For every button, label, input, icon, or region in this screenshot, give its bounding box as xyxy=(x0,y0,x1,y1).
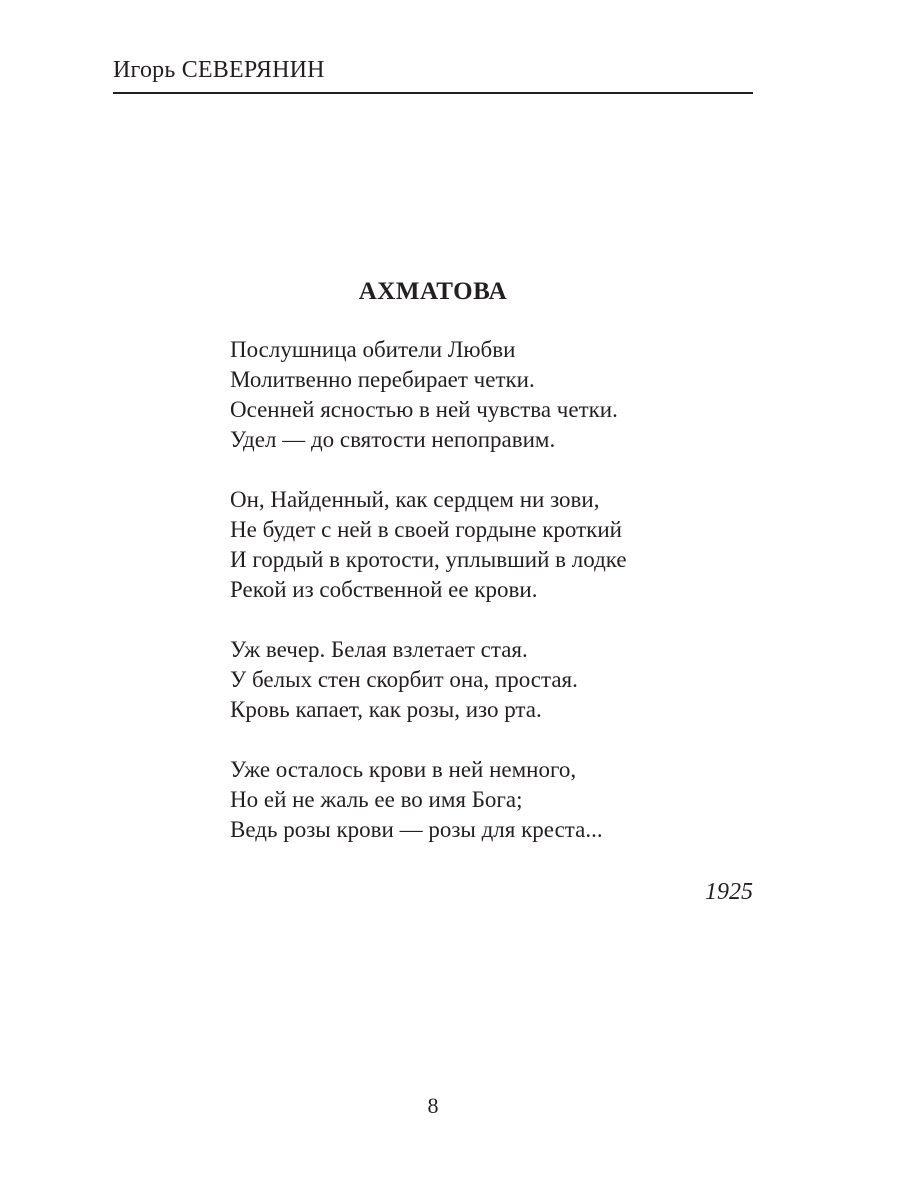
verse-line: Рекой из собственной ее крови. xyxy=(230,577,538,602)
verse-line: Уже осталось крови в ней немного, xyxy=(230,757,577,782)
verse-line: Молитвенно перебирает четки. xyxy=(230,367,535,392)
stanza-2 xyxy=(230,485,627,605)
poem-title: АХМАТОВА xyxy=(358,278,508,305)
stanza-4 xyxy=(230,755,627,845)
verse-line: Уж вечер. Белая взлетает стая. xyxy=(230,637,528,662)
verse-line: Послушница обители Любви xyxy=(230,337,516,362)
verse-line: У белых стен скорбит она, простая. xyxy=(230,667,578,692)
verse-line: Удел — до святости непоправим. xyxy=(230,427,556,452)
verse-line: Он, Найденный, как сердцем ни зови, xyxy=(230,487,600,512)
verse-line: Не будет с ней в своей гордыне кроткий xyxy=(230,517,622,542)
stanza-1 xyxy=(230,335,627,455)
stanza-3 xyxy=(230,635,627,725)
verse-line: Осенней ясностью в ней чувства четки. xyxy=(230,397,618,422)
header-rule xyxy=(113,92,753,94)
verse-line: И гордый в кротости, уплывший в лодке xyxy=(230,547,627,572)
verse-line: Ведь розы крови — розы для креста... xyxy=(230,817,603,842)
poem-date: 1925 xyxy=(705,879,753,905)
running-head: Игорь СЕВЕРЯНИН xyxy=(113,57,325,83)
verse-line: Но ей не жаль ее во имя Бога; xyxy=(230,787,523,812)
poem-body xyxy=(230,335,627,875)
verse-line: Кровь капает, как розы, изо рта. xyxy=(230,697,542,722)
page-number: 8 xyxy=(427,1093,439,1118)
